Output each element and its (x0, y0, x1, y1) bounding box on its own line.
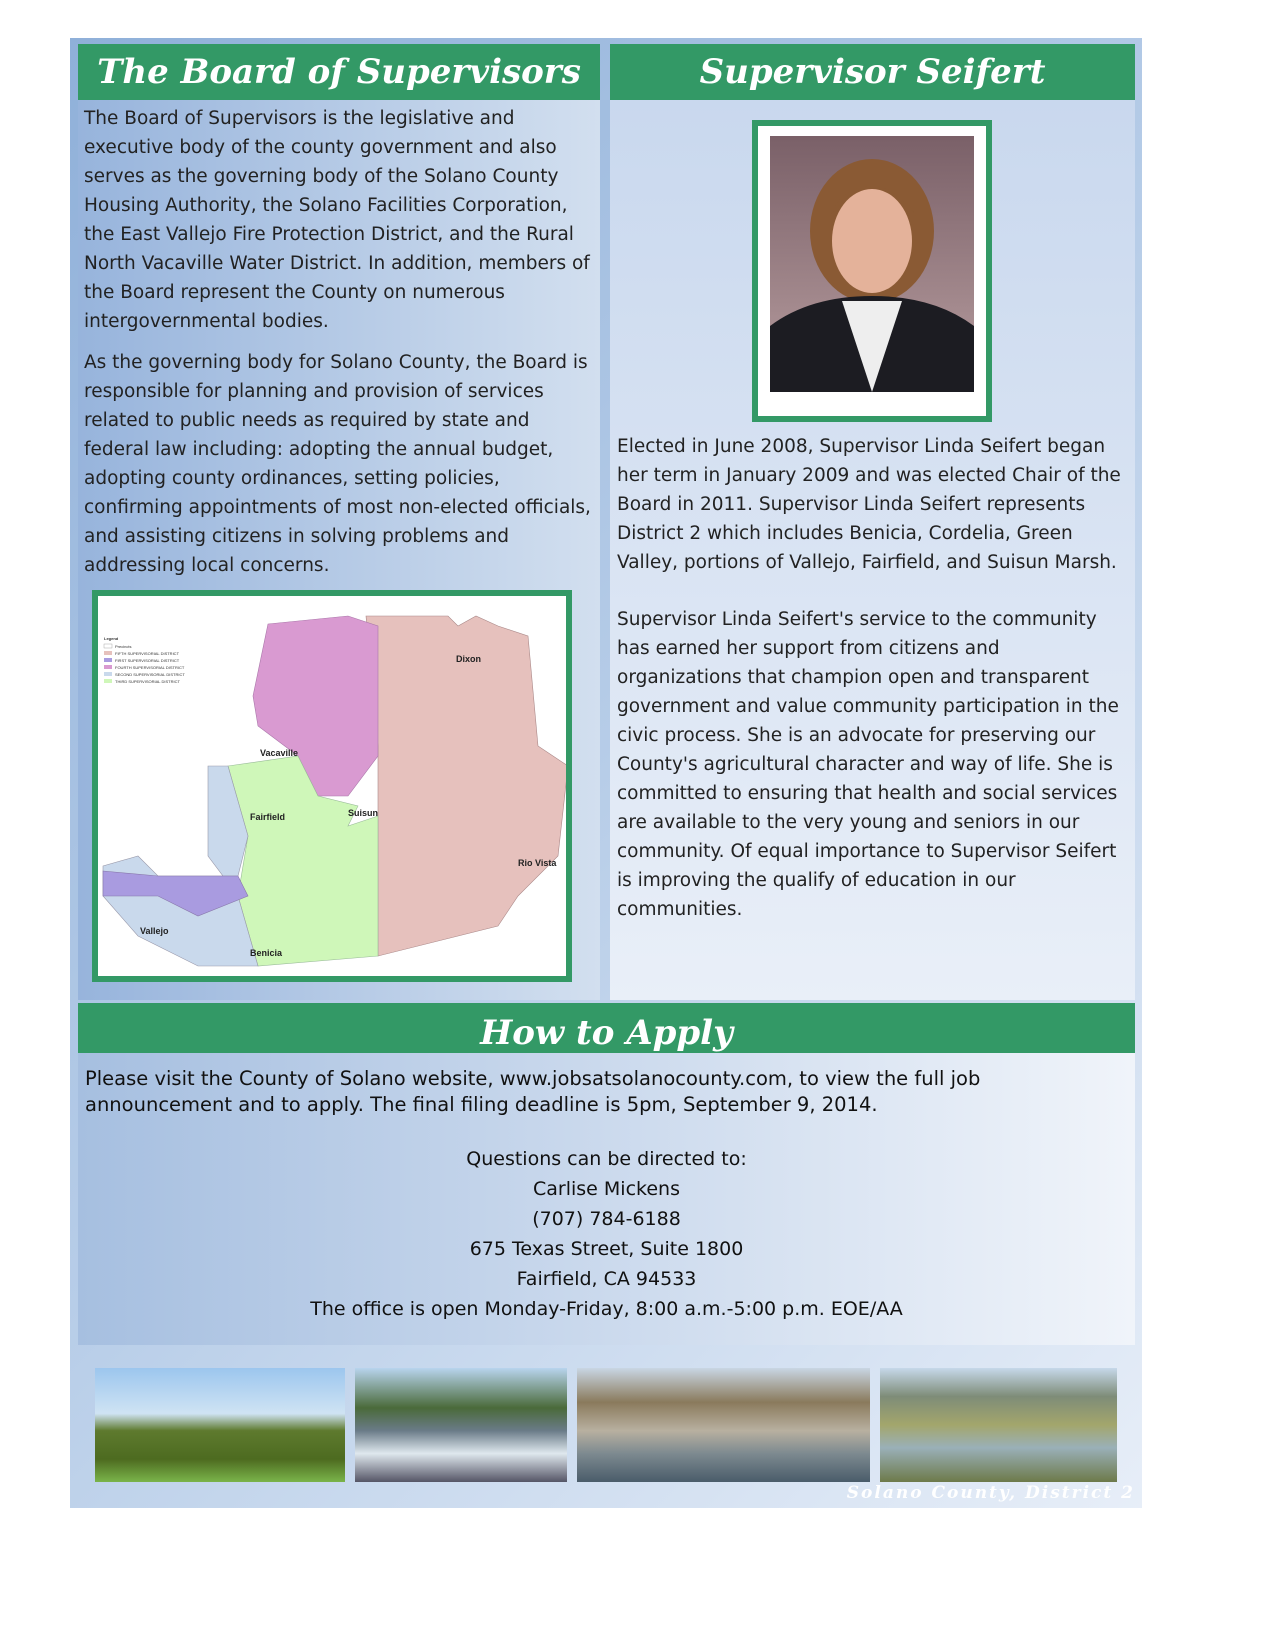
legend-item: THIRD SUPERVISORIAL DISTRICT (115, 679, 180, 684)
apply-intro: Please visit the County of Solano website, www.jobsatsolanocounty.com, to view the full job announcement and to apply. The final filing deadline is 5pm, September 9, 2014. (85, 1067, 981, 1116)
oak-tree-photo (95, 1368, 345, 1482)
supervisor-text (617, 432, 1129, 936)
legend-item: SECOND SUPERVISORIAL DISTRICT (115, 672, 185, 677)
apply-heading: How to Apply (78, 1003, 1135, 1053)
contact-city: Fairfield, CA 94533 (516, 1268, 697, 1290)
city-label: Dixon (456, 654, 482, 664)
city-label: Rio Vista (518, 858, 557, 868)
harbor-photo (577, 1368, 870, 1482)
legend-item: FIFTH SUPERVISORIAL DISTRICT (115, 651, 180, 656)
board-paragraph: The Board of Supervisors is the legislative and executive body of the county government and also serves as the governing body of the Solano County Housing Authority, the Solano Facilities Corporation, the East Vallejo Fire Protection District, and the Rural North Vacaville Water District. In addition, members of the Board represent the County on numerous intergovernmental bodies. (84, 108, 590, 332)
supervisor-portrait (752, 120, 992, 422)
city-label: Vacaville (260, 748, 299, 758)
contact-phone: (707) 784-6188 (532, 1208, 681, 1230)
board-paragraph: As the governing body for Solano County, the Board is responsible for planning and provision of services related to public needs as required by state and federal law including: adopting the annual budget, adopting county ordinances, setting policies, confirming appointments of most non-elected officials, and assisting citizens in solving problems and addressing local concerns. (84, 352, 591, 576)
footer-text: Solano County, District 2 (846, 1483, 1135, 1503)
district-map (92, 590, 572, 982)
city-label: Fairfield (250, 812, 286, 822)
contact-name: Carlise Mickens (533, 1178, 680, 1200)
legend-item: FIRST SUPERVISORIAL DISTRICT (115, 658, 180, 663)
supervisor-heading: Supervisor Seifert (610, 44, 1135, 100)
city-label: Vallejo (140, 926, 169, 936)
legend-item: Precincts (115, 644, 132, 649)
supervisor-paragraph: Supervisor Linda Seifert's service to the community has earned her support from citizens and organizations that champion open and transparent government and value community participation in the civic process. She is an advocate for preserving our County's agricultural character and way of life. She is committed to ensuring that health and social services are available to the very young and seniors in our community. Of equal importance to Supervisor Seifert is improving the qualify of education in our communities. (617, 609, 1119, 920)
legend-item: FOURTH SUPERVISORIAL DISTRICT (115, 665, 185, 670)
board-text (84, 104, 596, 592)
legend-title: Legend (104, 636, 119, 641)
board-heading: The Board of Supervisors (78, 44, 600, 100)
supervisor-paragraph: Elected in June 2008, Supervisor Linda Seifert began her term in January 2009 and was elected Chair of the Board in 2011. Supervisor Linda Seifert represents District 2 which includes Benicia, Cordelia, Green Valley, portions of Vallejo, Fairfield, and Suisun Marsh. (617, 436, 1121, 573)
contact-address: 675 Texas Street, Suite 1800 (469, 1238, 744, 1260)
contact-info (78, 1144, 1135, 1324)
city-label: Suisun (348, 808, 379, 818)
city-label: Benicia (250, 948, 283, 958)
office-hours: The office is open Monday-Friday, 8:00 a.m.-5:00 p.m. EOE/AA (310, 1298, 903, 1320)
marsh-photo (880, 1368, 1117, 1482)
waterfront-photo (355, 1368, 567, 1482)
contact-line: Questions can be directed to: (466, 1148, 747, 1170)
